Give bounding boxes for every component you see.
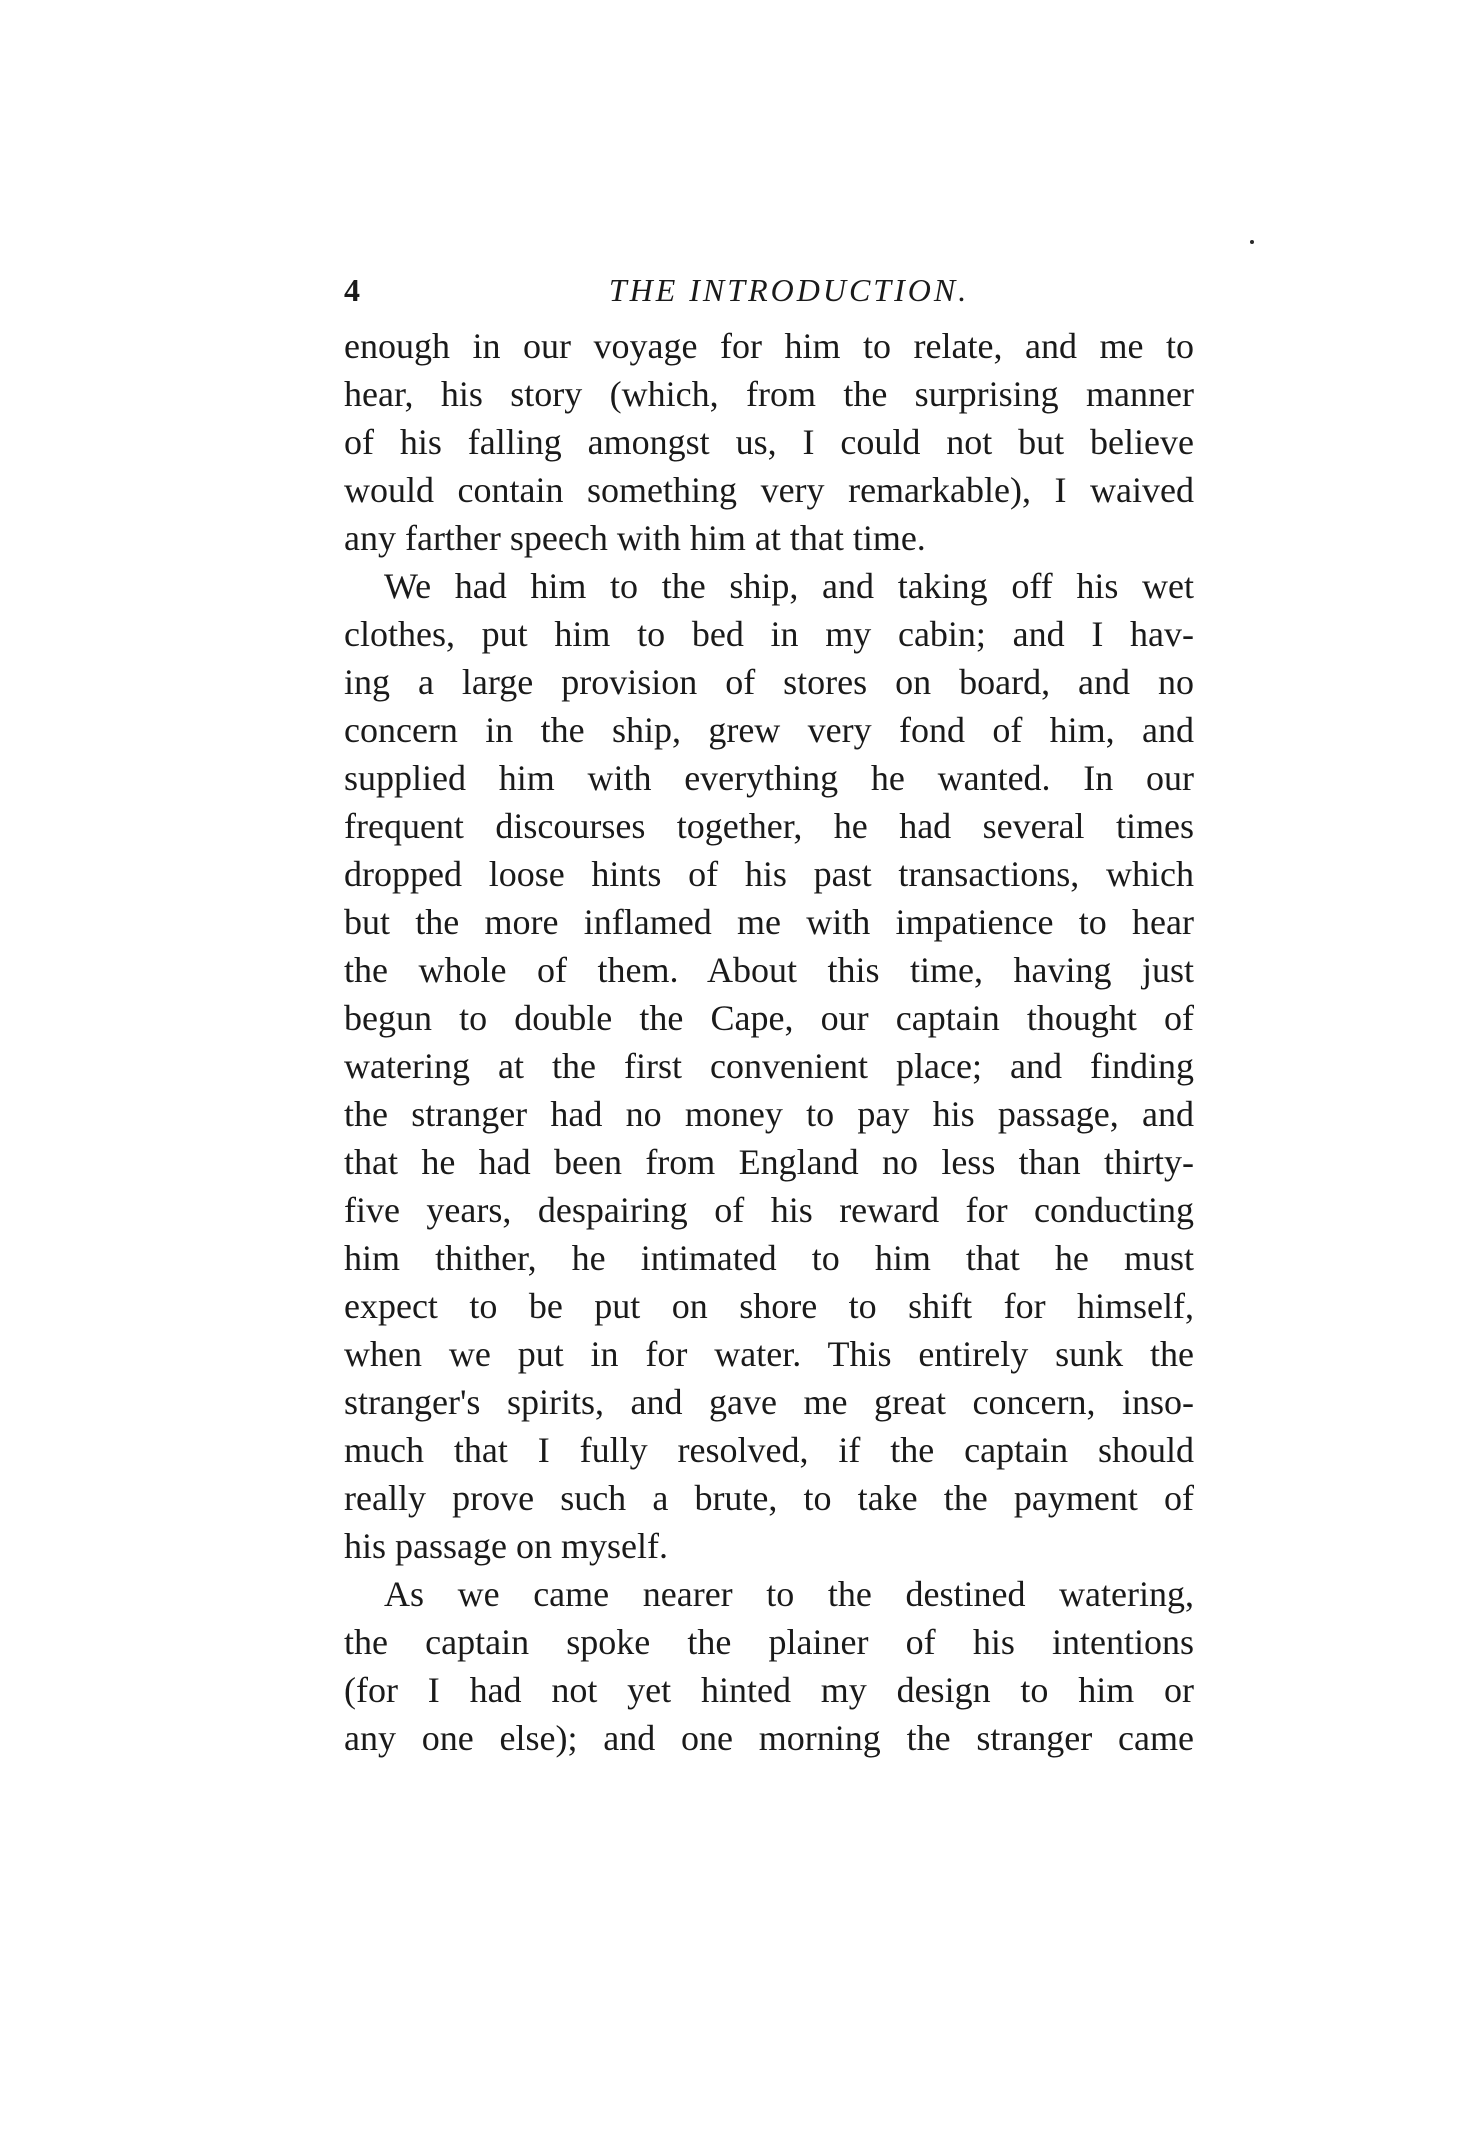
text-line: his passage on myself. bbox=[344, 1526, 668, 1566]
text-line: him thither, he intimated to him that he must bbox=[344, 1238, 1194, 1278]
text-line: dropped loose hints of his past transactions, which bbox=[344, 854, 1194, 894]
text-line: concern in the ship, grew very fond of him, and bbox=[344, 710, 1194, 750]
text-line: the stranger had no money to pay his passage, and bbox=[344, 1094, 1194, 1134]
body-text bbox=[344, 322, 1194, 1762]
text-line: any farther speech with him at that time. bbox=[344, 518, 926, 558]
text-line: the captain spoke the plainer of his intentions bbox=[344, 1622, 1194, 1662]
text-line: would contain something very remarkable), I waived bbox=[344, 470, 1194, 510]
text-line: clothes, put him to bed in my cabin; and I hav- bbox=[344, 614, 1194, 654]
ink-speck bbox=[1250, 240, 1254, 244]
text-line: much that I fully resolved, if the captain should bbox=[344, 1430, 1194, 1470]
text-line: any one else); and one morning the stranger came bbox=[344, 1718, 1194, 1758]
text-line: stranger's spirits, and gave me great concern, inso- bbox=[344, 1382, 1194, 1422]
text-line: ing a large provision of stores on board, and no bbox=[344, 662, 1194, 702]
text-line: frequent discourses together, he had several times bbox=[344, 806, 1194, 846]
text-line: but the more inflamed me with impatience to hear bbox=[344, 902, 1194, 942]
running-head: THE INTRODUCTION. bbox=[608, 272, 970, 308]
text-line: As we came nearer to the destined watering, bbox=[384, 1574, 1194, 1614]
text-line: when we put in for water. This entirely sunk the bbox=[344, 1334, 1194, 1374]
text-line: enough in our voyage for him to relate, and me to bbox=[344, 326, 1194, 366]
page-number: 4 bbox=[344, 272, 360, 308]
text-line: of his falling amongst us, I could not but believe bbox=[344, 422, 1194, 462]
text-line: five years, despairing of his reward for conducting bbox=[344, 1190, 1194, 1230]
text-line: supplied him with everything he wanted. In our bbox=[344, 758, 1194, 798]
text-line: watering at the first convenient place; and finding bbox=[344, 1046, 1194, 1086]
text-line: the whole of them. About this time, having just bbox=[344, 950, 1194, 990]
text-line: really prove such a brute, to take the payment of bbox=[344, 1478, 1194, 1518]
text-line: hear, his story (which, from the surprising manner bbox=[344, 374, 1194, 414]
text-line: begun to double the Cape, our captain thought of bbox=[344, 998, 1194, 1038]
page-header bbox=[344, 268, 1194, 312]
text-line: (for I had not yet hinted my design to him or bbox=[344, 1670, 1194, 1710]
text-line: that he had been from England no less than thirty- bbox=[344, 1142, 1194, 1182]
text-line: expect to be put on shore to shift for himself, bbox=[344, 1286, 1194, 1326]
text-line: We had him to the ship, and taking off his wet bbox=[384, 566, 1194, 606]
